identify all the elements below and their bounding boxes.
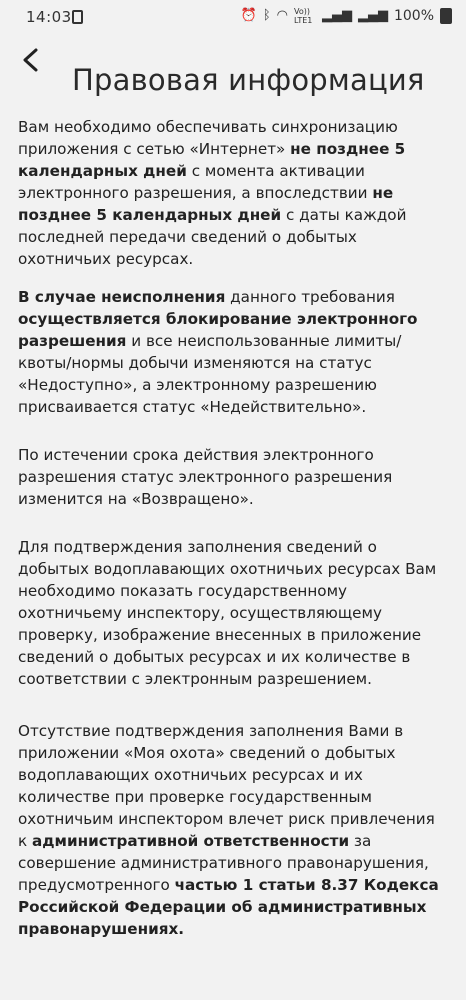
paragraph-confirmation [18,536,448,690]
paragraph-expiry [18,444,448,510]
page-title: Правовая информация [72,63,425,98]
text-segment: Вам необходимо обеспечивать синхронизацию приложения с сетью «Интернет» [18,118,398,158]
paragraph-sync [18,116,448,270]
bold-segment: не позднее 5 календарных дней [18,140,406,180]
text-segment: и все неиспользованные лимиты/квоты/нормы добычи изменяются на статус «Недоступно», а электронному разрешению присваивается статус «Недействительно». [18,332,402,416]
bluetooth-icon: ᛒ [262,8,271,23]
signal-icon: ▂▄▆ [321,8,352,23]
bold-segment: В случае неисполнения [18,288,226,306]
text-segment: Для подтверждения заполнения сведений о добытых водоплавающих охотничьих ресурсах Вам необходимо показать государственному охотничьему инспектору, осуществляющему проверку, изображение внесенных в приложение сведений о добытых ресурсах и их количестве в соответствии с электронным разрешением. [18,538,437,688]
arrow-left-icon [14,42,50,78]
text-segment: с момента активации электронного разрешения, а впоследствии [18,162,373,202]
bold-segment: не позднее 5 календарных дней [18,184,394,224]
bold-segment: административной ответственности [32,832,350,850]
text-segment: за совершение административного правонарушения, предусмотренного [18,832,429,894]
paragraph-liability [18,720,448,940]
text-segment: Отсутствие подтверждения заполнения Вами в приложении «Моя охота» сведений о добытых водоплавающих охотничьих ресурсах и их количестве при проверке государственным охотничьим инспектором влечет риск привлечения к [18,722,435,850]
battery-icon [440,8,452,24]
bold-segment: частью 1 статьи 8.37 Кодекса Российской Федерации об административных правонарушениях. [18,876,439,938]
paragraph-blocking [18,286,448,418]
text-segment: данного требования [225,288,395,306]
alarm-icon: ⏰ [240,8,257,23]
app-header [0,34,466,98]
status-bar [0,0,466,34]
text-segment: с даты каждой последней передачи сведений о добытых охотничьих ресурсах. [18,206,407,268]
status-time: 14:03 [26,8,72,26]
status-icons [241,7,452,25]
back-button[interactable] [14,42,50,78]
volte-label: Vo)) LTE1 [293,7,313,25]
battery-percent: 100% [393,8,434,24]
legal-text [18,116,448,940]
bold-segment: осуществляется блокирование электронного разрешения [18,310,418,350]
wifi-icon: ◠ [276,8,288,23]
sim-card-icon [72,10,83,24]
signal-icon-2: ▂▄▆ [357,8,388,23]
text-segment: По истечении срока действия электронного разрешения статус электронного разрешения изменится на «Возвращено». [18,446,393,508]
